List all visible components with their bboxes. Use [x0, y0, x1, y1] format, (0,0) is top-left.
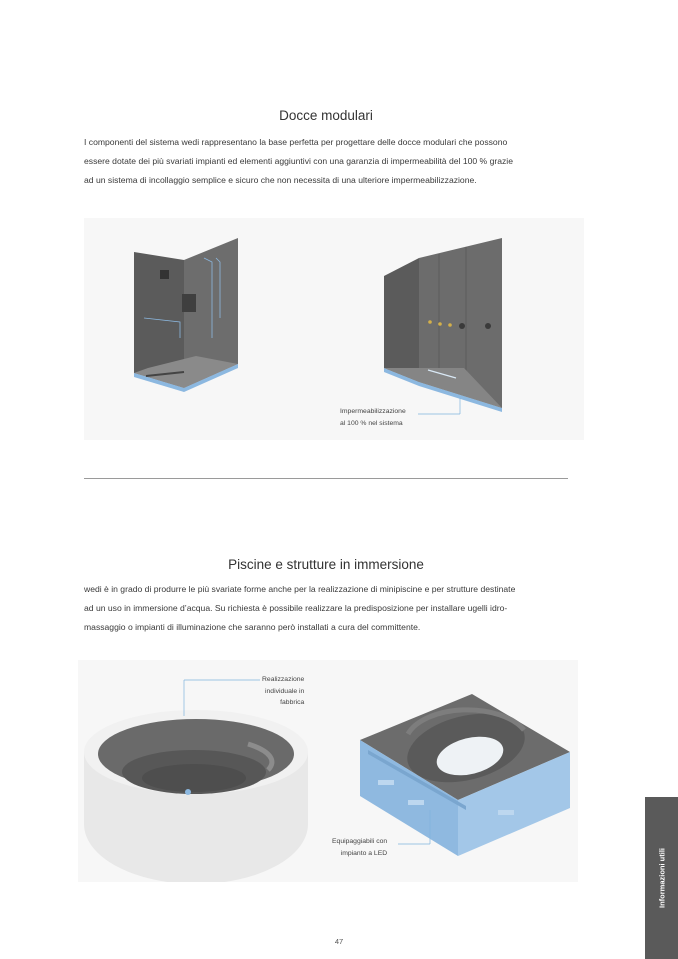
- callout-impermeabilizzazione: Impermeabilizzazione al 100 % nel sistema: [340, 408, 406, 427]
- side-tab-informazioni[interactable]: [645, 797, 678, 959]
- paragraph-line: ad un uso in immersione d’acqua. Su richiesta è possibile realizzare la predisposizione per installare ugelli idro-: [84, 603, 508, 613]
- callout-led: Equipaggiabili con impianto a LED: [332, 838, 388, 857]
- pool-illustration: [78, 660, 578, 882]
- paragraph-piscine: [84, 580, 568, 637]
- paragraph-line: essere dotate dei più svariati impianti ed elementi aggiuntivi con una garanzia di impermeabilità del 100 % grazie: [84, 156, 513, 166]
- section-divider: [84, 478, 568, 479]
- side-tab-label: Informazioni utili: [657, 848, 666, 908]
- section-title-piscine: Piscine e strutture in immersione: [228, 557, 424, 572]
- shower-corner-module: [134, 238, 238, 392]
- page-number: 47: [334, 937, 344, 946]
- callout-realizzazione: Realizzazione individuale in fabbrica: [262, 676, 305, 706]
- section-title-docce: Docce modulari: [279, 108, 373, 123]
- paragraph-line: I componenti del sistema wedi rappresentano la base perfetta per progettare delle docce modulari che possono: [84, 137, 508, 147]
- paragraph-line: ad un sistema di incollaggio semplice e sicuro che non necessita di una ulteriore impermeabilizzazione.: [84, 175, 477, 185]
- shower-illustration: [84, 218, 584, 440]
- paragraph-line: wedi è in grado di produrre le più svariate forme anche per la realizzazione di minipiscine e per strutture destinate: [84, 584, 516, 594]
- paragraph-docce: [84, 133, 568, 190]
- round-pool: [84, 710, 308, 882]
- paragraph-line: massaggio o impianti di illuminazione che saranno però installati a cura del committente.: [84, 622, 421, 632]
